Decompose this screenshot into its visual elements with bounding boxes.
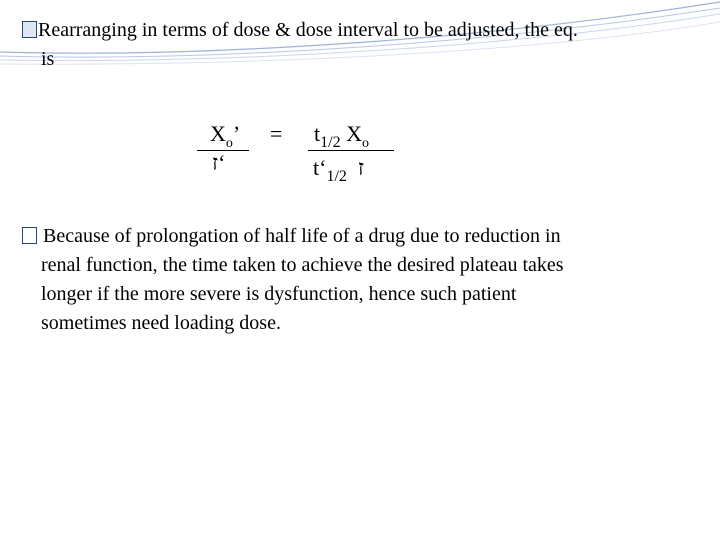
rhs-fraction-bar bbox=[308, 150, 394, 151]
intro-text: Rearranging in terms of dose & dose interval to be adjusted, the eq. bbox=[38, 19, 578, 41]
rhs-denominator: $t‘_{1/2}$ ז bbox=[313, 155, 365, 185]
explanation-line-4: sometimes need loading dose. bbox=[41, 312, 281, 334]
intro-line-1 bbox=[22, 16, 702, 45]
explanation-paragraph bbox=[22, 222, 682, 338]
equals-sign: = bbox=[270, 121, 283, 146]
square-bullet-icon bbox=[22, 21, 37, 38]
lhs-numerator: $X_o$’ bbox=[210, 121, 241, 151]
lhs-denominator: ז‘ bbox=[212, 150, 226, 175]
explanation-line-2: renal function, the time taken to achieve the desired plateau takes bbox=[41, 254, 564, 276]
explanation-line-3: longer if the more severe is dysfunction, hence such patient bbox=[41, 283, 517, 305]
rhs-numerator: $t_{1/2}$ $X_o$ bbox=[314, 121, 369, 151]
intro-paragraph bbox=[22, 16, 702, 74]
explanation-line-1: Because of prolongation of half life of a drug due to reduction in bbox=[22, 222, 682, 251]
square-bullet-icon bbox=[22, 227, 37, 244]
intro-line-2: is bbox=[41, 48, 55, 70]
